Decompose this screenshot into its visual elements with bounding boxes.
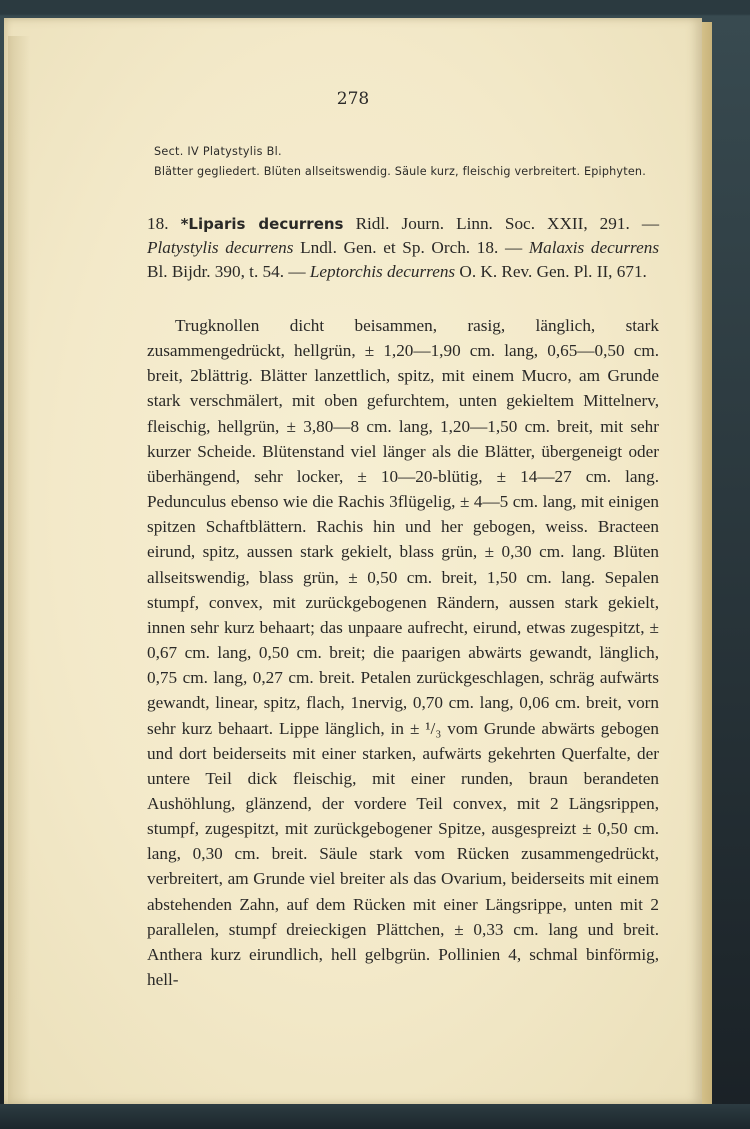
page-number: 278 [336, 89, 370, 109]
species-citation [147, 212, 659, 284]
author-reference: Ridl. Journ. Linn. Soc. XXII, 291. — [355, 214, 660, 233]
page-binding-shadow [8, 36, 30, 1104]
species-name: *Liparis decurrens [180, 215, 344, 233]
section-description: Blätter gegliedert. Blüten allseitswendig. Säule kurz, fleischig verbreitert. Epiphyten. [154, 165, 646, 178]
synonym-name: Leptorchis decurrens [309, 262, 456, 281]
species-number: 18. [147, 214, 169, 233]
synonym-reference: Bl. Bijdr. 390, t. 54. — [147, 262, 306, 281]
species-description: Trugknollen dicht beisammen, rasig, länglich, stark zusammengedrückt, hellgrün, ± 1,20—1,90 cm. lang, 0,65—0,50 cm. breit, 2blättrig. Blätter lanzettlich, spitz, mit einem Mucro, am Grunde stark verschmälert, mit oben gefurchtem, unten gekieltem Mittelnerv, fleischig, hellgrün, ± 3,80—8 cm. lang, 1,20—1,50 cm. breit, mit sehr kurzer Scheide. Blütenstand viel länger als die Blätter, übergeneigt oder überhängend, sehr locker, ± 10—20-blütig, ± 14—27 cm. lang. Pedunculus ebenso wie die Rachis 3flügelig, ± 4—5 cm. lang, mit einigen spitzen Schaftblättern. Rachis hin und her gebogen, weiss. Bracteen eirund, spitz, aussen stark gekielt, blass grün, ± 0,30 cm. lang. Blüten allseitswendig, blass grün, ± 0,50 cm. breit, 1,50 cm. lang. Sepalen stumpf, convex, mit zurückgebogenen Rändern, aussen stark gekielt, innen sehr kurz behaart; das unpaare aufrecht, eirund, etwas zugespitzt, ± 0,67 cm. lang, 0,50 cm. breit; die paarigen abwärts gewandt, länglich, 0,75 cm. lang, 0,27 cm. breit. Petalen zurückgeschlagen, schräg aufwärts gewandt, linear, spitz, flach, 1nervig, 0,70 cm. lang, 0,06 cm. breit, vorn sehr kurz behaart. Lippe länglich, in ± ¹/₃ vom Grunde abwärts gebogen und dort beiderseits mit einer starken, aufwärts gekehrten Querfalte, der untere Teil dick fleischig, mit einer runden, braun berandeten Aushöhlung, glänzend, der vordere Teil convex, mit 2 Längsrippen, stumpf, zugespitzt, mit zurückgebogener Spitze, ausgespreizt ± 0,50 cm. lang, 0,30 cm. breit. Säule stark vom Rücken zusammengedrückt, verbreitert, am Grunde viel breiter als das Ovarium, beiderseits mit einem abstehenden Zahn, auf dem Rücken mit einer Längsrippe, unten mit 2 parallelen, stumpf dreieckigen Plättchen, ± 0,33 cm. lang und breit. Anthera kurz eirundlich, hell gelbgrün. Pollinien 4, schmal binförmig, hell- [147, 316, 659, 990]
synonym-reference: Lndl. Gen. et Sp. Orch. 18. — [300, 238, 523, 257]
scan-bottom-edge [0, 1104, 750, 1129]
book-page [4, 18, 702, 1104]
synonym-reference: O. K. Rev. Gen. Pl. II, 671. [459, 262, 647, 281]
synonym-name: Malaxis decurrens [528, 238, 660, 257]
section-heading: Sect. IV Platystylis Bl. [154, 145, 282, 158]
synonym-name: Platystylis decurrens [147, 238, 294, 257]
